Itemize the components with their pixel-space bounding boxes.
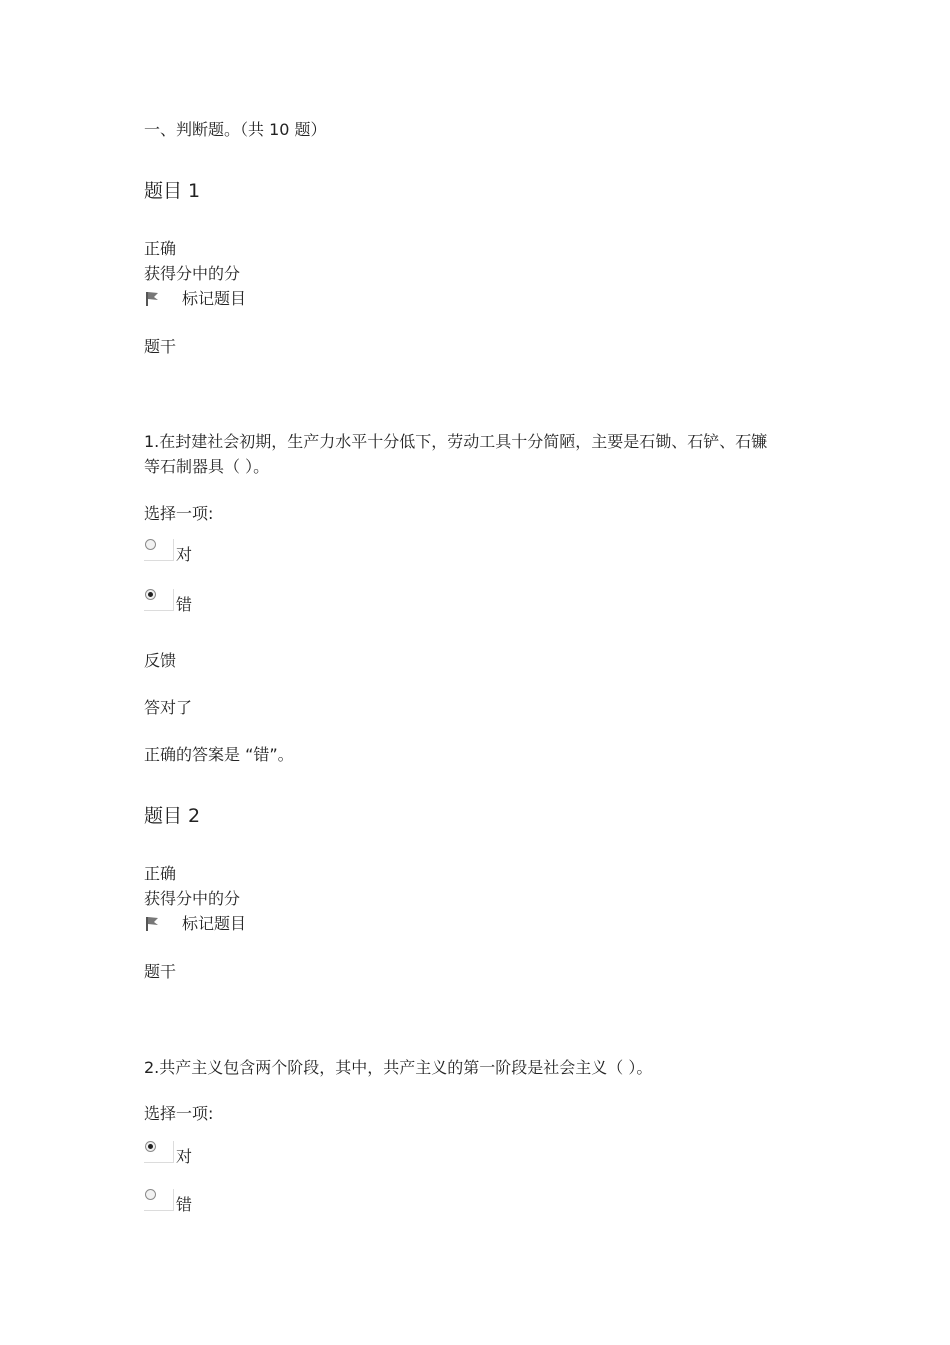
flag-icon (144, 290, 162, 308)
section-title: 一、判断题。（共 10 题） (144, 120, 327, 139)
question-1-prompt: 选择一项: (144, 504, 214, 523)
question-2-heading: 题目 2 (144, 805, 201, 827)
question-1-option-true[interactable] (144, 539, 193, 564)
question-2-stem-label: 题干 (144, 962, 177, 981)
option-label: 错 (176, 1195, 193, 1214)
option-label: 对 (176, 1147, 193, 1166)
question-2-option-false[interactable] (144, 1189, 193, 1214)
radio-button[interactable] (145, 539, 156, 550)
flag-label: 标记题目 (182, 914, 247, 933)
question-2-text: 2.共产主义包含两个阶段，其中，共产主义的第一阶段是社会主义（ ）。 (144, 1058, 653, 1077)
radio-button[interactable] (145, 1189, 156, 1200)
feedback-result: 答对了 (144, 698, 193, 717)
question-1-text: 1.在封建社会初期，生产力水平十分低下，劳动工具十分简陋，主要是石锄、石铲、石镰等石制器具（ ）。 (144, 432, 768, 476)
question-1-status: 正确 (144, 239, 177, 258)
flag-icon (144, 915, 162, 933)
question-2-prompt: 选择一项: (144, 1104, 214, 1123)
correct-answer: 正确的答案是 “错”。 (144, 745, 294, 764)
question-2-score: 获得分中的分 (144, 889, 241, 908)
question-2-option-true[interactable] (144, 1141, 193, 1166)
radio-button[interactable] (145, 589, 156, 600)
question-2-flag[interactable] (144, 914, 246, 934)
feedback-label: 反馈 (144, 651, 177, 670)
question-2-status: 正确 (144, 864, 177, 883)
flag-label: 标记题目 (182, 289, 247, 308)
question-1-option-false[interactable] (144, 589, 193, 614)
question-1-score: 获得分中的分 (144, 264, 241, 283)
question-1-heading: 题目 1 (144, 180, 201, 202)
option-label: 对 (176, 545, 193, 564)
question-1-stem-label: 题干 (144, 337, 177, 356)
question-1-flag[interactable] (144, 289, 246, 309)
radio-button[interactable] (145, 1141, 156, 1152)
option-label: 错 (176, 595, 193, 614)
